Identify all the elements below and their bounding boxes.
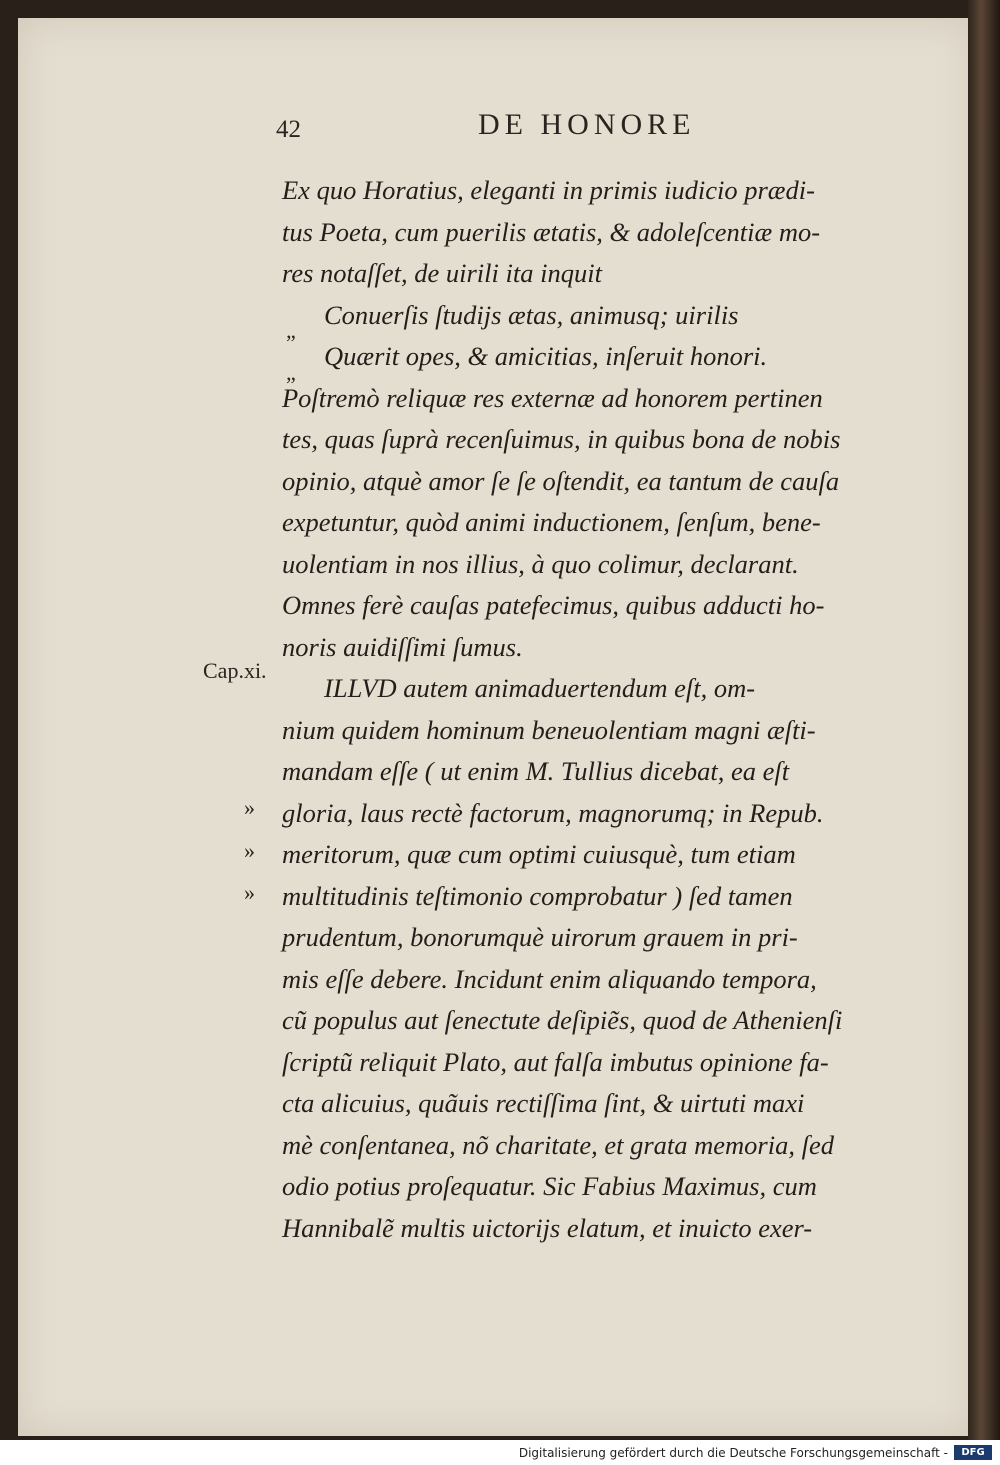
quote-mark: » xyxy=(244,880,255,905)
dfg-logo-icon: DFG xyxy=(954,1445,992,1460)
text-line: Hannibalẽ multis uictorijs elatum, et inuicto exer- xyxy=(282,1212,813,1243)
quote-mark: » xyxy=(244,838,255,863)
body-text xyxy=(282,170,912,1249)
text-line: expetuntur, quòd animi inductionem, ſenſum, bene- xyxy=(282,507,821,537)
text-line: tus Poeta, cum puerilis ætatis, & adoleſcentiæ mo- xyxy=(282,216,821,247)
page-gutter xyxy=(968,0,1000,1440)
text-line: cta alicuius, quãuis rectiſſima ſint, & uirtuti maxi xyxy=(282,1088,805,1118)
text-line: mis eſſe debere. Incidunt enim aliquando tempora, xyxy=(282,963,817,994)
running-head xyxy=(0,108,1000,148)
text-line: noris auidiſſimi ſumus. xyxy=(282,631,523,662)
text-line: uolentiam in nos illius, à quo colimur, declarant. xyxy=(282,548,799,579)
quote-mark: „ xyxy=(286,360,296,385)
verse-line: Conuerſis ſtudijs ætas, animusq; uirilis xyxy=(324,299,739,330)
text-line: prudentum, bonorumquè uirorum grauem in pri- xyxy=(282,922,798,952)
funding-credit: Digitalisierung gefördert durch die Deutsche Forschungsgemeinschaft - xyxy=(518,1446,948,1460)
text-line: res notaſſet, de uirili ita inquit xyxy=(282,258,602,288)
chapter-marginal-note: Cap.xi. xyxy=(203,658,267,683)
text-line: multitudinis teſtimonio comprobatur ) ſed tamen xyxy=(282,880,793,911)
text-line: nium quidem hominum beneuolentiam magni æſti- xyxy=(282,714,816,745)
chapter-opening-line: ILLVD autem animaduertendum eſt, om- xyxy=(324,673,756,703)
text-line: mandam eſſe ( ut enim M. Tullius dicebat, ea eſt xyxy=(282,756,790,786)
text-line: tes, quas ſuprà recenſuimus, in quibus bona de nobis xyxy=(282,424,841,454)
text-line: gloria, laus rectè factorum, magnorumq; in Repub. xyxy=(282,797,824,828)
text-line: odio potius proſequatur. Sic Fabius Maximus, cum xyxy=(282,1171,817,1201)
text-line: opinio, atquè amor ſe ſe oſtendit, ea tantum de cauſa xyxy=(282,465,840,496)
text-line: cũ populus aut ſenectute deſipiẽs, quod de Athenienſi xyxy=(282,1005,843,1035)
page-number: 42 xyxy=(276,116,301,143)
text-line: Poſtremò reliquæ res externæ ad honorem pertinen xyxy=(282,382,823,413)
text-line: mè conſentanea, nõ charitate, et grata memoria, ſed xyxy=(282,1129,834,1160)
footer-bar xyxy=(0,1440,1000,1465)
verse-line: Quærit opes, & amicitias, inſeruit honori. xyxy=(324,341,768,371)
quote-mark: „ xyxy=(286,318,296,343)
text-line: Ex quo Horatius, eleganti in primis iudicio prædi- xyxy=(282,175,815,205)
running-title: DE HONORE xyxy=(478,108,696,141)
text-line: ſcriptũ reliquit Plato, aut falſa imbutus opinione fa- xyxy=(282,1046,829,1077)
quote-mark: » xyxy=(244,795,255,820)
text-line: meritorum, quæ cum optimi cuiusquè, tum etiam xyxy=(282,839,796,869)
text-line: Omnes ferè cauſas patefecimus, quibus adducti ho- xyxy=(282,590,825,620)
